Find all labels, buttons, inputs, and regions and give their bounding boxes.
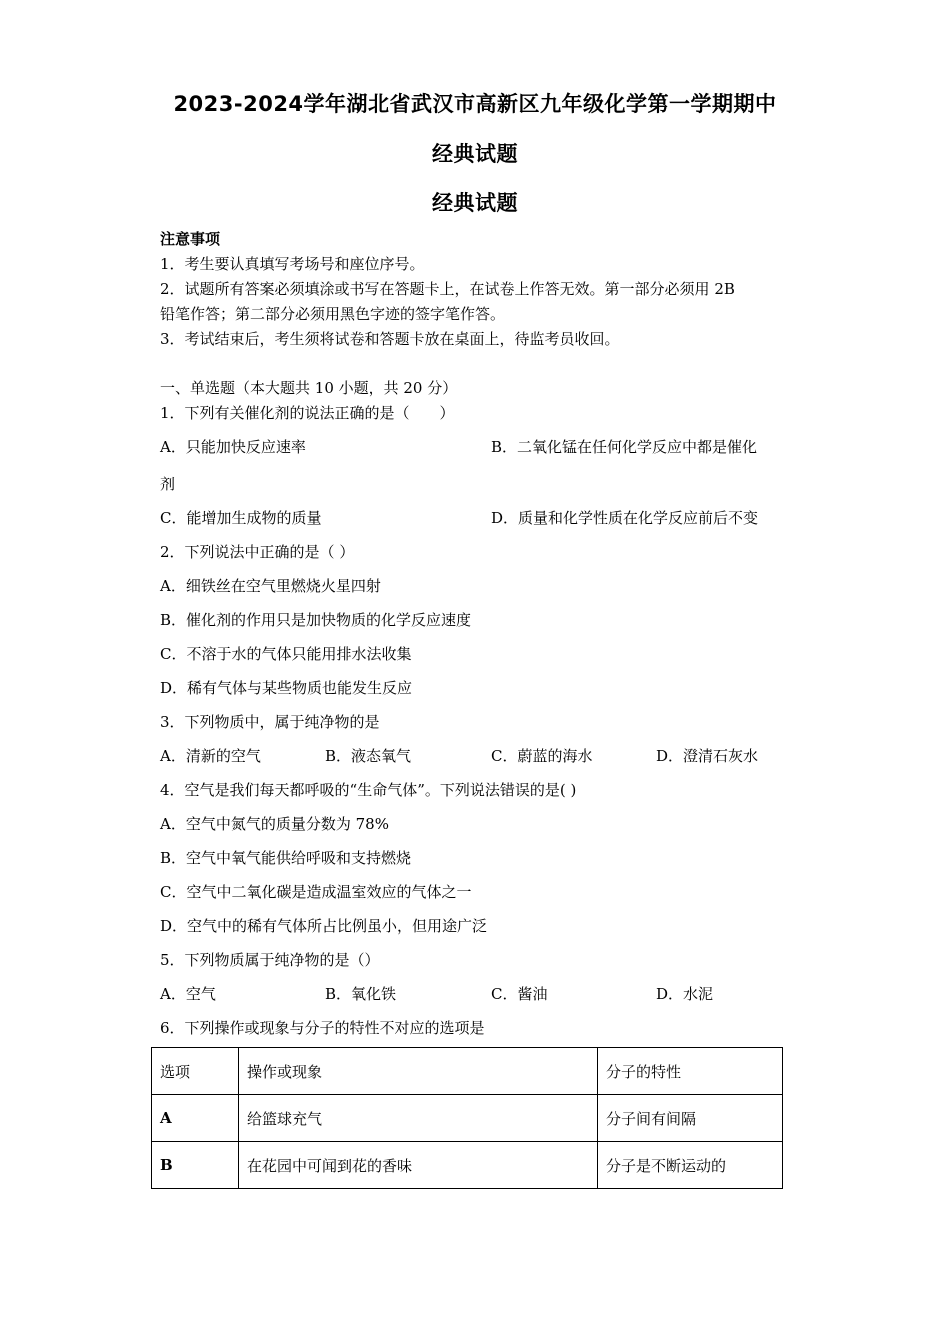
- q6-table: [151, 1047, 783, 1189]
- q4-option-d: D．空气中的稀有气体所占比例虽小，但用途广泛: [160, 917, 488, 935]
- q1-option-b-cont: 剂: [160, 475, 176, 493]
- q3-stem: 3．下列物质中，属于纯净物的是: [160, 713, 380, 731]
- table-cell: 分子间有间隔: [598, 1095, 783, 1142]
- q5-option-c: C．酱油: [491, 985, 548, 1003]
- exam-title-line1: 2023-2024学年湖北省武汉市高新区九年级化学第一学期期中: [173, 92, 777, 116]
- q4-option-a: A．空气中氮气的质量分数为 78%: [160, 815, 389, 833]
- q6-stem: 6．下列操作或现象与分子的特性不对应的选项是: [160, 1019, 485, 1037]
- q3-option-a: A．清新的空气: [160, 747, 261, 765]
- section-heading: 一、单选题（本大题共 10 小题，共 20 分）: [160, 379, 458, 397]
- table-cell: 给篮球充气: [239, 1095, 598, 1142]
- table-row: [152, 1095, 783, 1142]
- q1-option-d: D．质量和化学性质在化学反应前后不变: [491, 509, 759, 527]
- q2-stem: 2．下列说法中正确的是（ ）: [160, 543, 355, 561]
- table-cell: A: [152, 1095, 239, 1142]
- notice-heading: 注意事项: [160, 230, 221, 248]
- q1-option-a: A．只能加快反应速率: [160, 438, 306, 456]
- q1-stem: 1．下列有关催化剂的说法正确的是（ ）: [160, 404, 455, 422]
- exam-subtitle: 经典试题: [432, 191, 518, 215]
- q5-option-b: B．氧化铁: [325, 985, 397, 1003]
- notice-item-3: 3．考试结束后，考生须将试卷和答题卡放在桌面上，待监考员收回。: [160, 330, 620, 348]
- table-cell: 分子是不断运动的: [598, 1142, 783, 1189]
- q2-option-d: D．稀有气体与某些物质也能发生反应: [160, 679, 413, 697]
- table-cell: B: [152, 1142, 239, 1189]
- notice-item-2a: 2．试题所有答案必须填涂或书写在答题卡上，在试卷上作答无效。第一部分必须用 2B: [160, 280, 735, 298]
- notice-item-1: 1．考生要认真填写考场号和座位序号。: [160, 255, 425, 273]
- table-header-cell: 分子的特性: [598, 1048, 783, 1095]
- q3-option-b: B．液态氧气: [325, 747, 412, 765]
- table-header-row: [152, 1048, 783, 1095]
- exam-title-line2: 经典试题: [432, 142, 518, 166]
- q1-option-b: B．二氧化锰在任何化学反应中都是催化: [491, 438, 758, 456]
- table-header-cell: 操作或现象: [239, 1048, 598, 1095]
- notice-item-2b: 铅笔作答；第二部分必须用黑色字迹的签字笔作答。: [160, 305, 506, 323]
- q2-option-c: C．不溶于水的气体只能用排水法收集: [160, 645, 412, 663]
- q4-stem: 4．空气是我们每天都呼吸的“生命气体”。下列说法错误的是( ): [160, 781, 577, 799]
- q3-option-d: D．澄清石灰水: [656, 747, 759, 765]
- q5-option-a: A．空气: [160, 985, 216, 1003]
- q2-option-b: B．催化剂的作用只是加快物质的化学反应速度: [160, 611, 472, 629]
- q2-option-a: A．细铁丝在空气里燃烧火星四射: [160, 577, 381, 595]
- q5-option-d: D．水泥: [656, 985, 714, 1003]
- q5-stem: 5．下列物质属于纯净物的是（）: [160, 951, 380, 969]
- q4-option-c: C．空气中二氧化碳是造成温室效应的气体之一: [160, 883, 472, 901]
- q3-option-c: C．蔚蓝的海水: [491, 747, 593, 765]
- table-header-cell: 选项: [152, 1048, 239, 1095]
- q4-option-b: B．空气中氧气能供给呼吸和支持燃烧: [160, 849, 412, 867]
- table-row: [152, 1142, 783, 1189]
- table-cell: 在花园中可闻到花的香味: [239, 1142, 598, 1189]
- q1-option-c: C．能增加生成物的质量: [160, 509, 322, 527]
